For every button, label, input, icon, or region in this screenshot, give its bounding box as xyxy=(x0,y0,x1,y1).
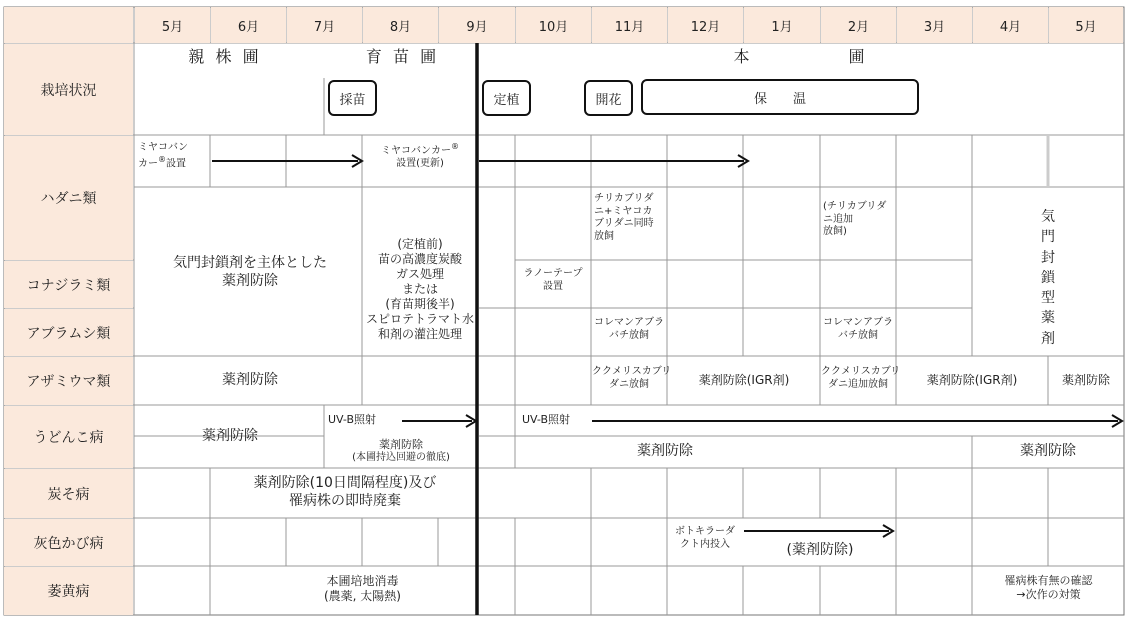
text-line: 設置 xyxy=(543,280,563,292)
text-line: 苗の高濃度炭酸 xyxy=(377,252,462,266)
registered-mark: ® xyxy=(451,142,459,151)
row-header-thrips: アザミウマ類 xyxy=(4,357,133,405)
month-header: 9月 xyxy=(439,7,515,43)
coleman-release-2 xyxy=(821,317,895,342)
text-line: ブリダニ同時 xyxy=(594,218,654,229)
month-header: 5月 xyxy=(135,7,210,43)
text-line: 和剤の灌注処理 xyxy=(377,327,462,341)
text-line: カー xyxy=(138,157,158,169)
gray-mold-spray: (薬剤防除) xyxy=(786,542,854,558)
month-header: 12月 xyxy=(668,7,743,43)
row-header-anthracnose: 炭そ病 xyxy=(4,469,133,518)
thrips-igr-spray-1: 薬剤防除(IGR剤) xyxy=(698,373,790,387)
text-line: 放飼) xyxy=(823,226,847,237)
row-header-mites: ハダニ類 xyxy=(4,136,133,260)
row-header-whitefly: コナジラミ類 xyxy=(4,261,133,308)
pm-spray-4: 薬剤防除 xyxy=(1020,443,1076,459)
thrips-spray: 薬剤防除 xyxy=(222,372,278,388)
kukumeris-release-1 xyxy=(592,366,672,391)
anthracnose-spray xyxy=(215,475,475,510)
row-header-powdery-mildew: うどんこ病 xyxy=(4,406,133,468)
text-line: 罹病株有無の確認 xyxy=(1004,574,1093,587)
seedling-nursery-label: 育 苗 圃 xyxy=(365,47,440,66)
text-line: ククメリスカブリ xyxy=(592,366,672,377)
text-line: ミヤコバン xyxy=(138,142,188,153)
text-line: 放飼 xyxy=(594,230,614,242)
ranoh-tape xyxy=(517,268,589,293)
text-line: ミヤコバンカー xyxy=(381,145,451,157)
text-line: 薬剤防除(10日間隔程度)及び xyxy=(253,475,437,491)
month-header: 11月 xyxy=(592,7,667,43)
text-line: (定植前) xyxy=(397,237,443,251)
text-line: または xyxy=(401,282,438,296)
text-line: 罹病株の即時廃棄 xyxy=(289,492,401,509)
month-header: 6月 xyxy=(211,7,286,43)
miyako-bunker-text-1 xyxy=(138,142,208,170)
row-header-aphid: アブラムシ類 xyxy=(4,309,133,356)
text-line: ダニ追加放飼 xyxy=(828,378,888,390)
stomata-type-vertical: 気門封鎖型薬剤 xyxy=(1041,209,1055,347)
month-header: 1月 xyxy=(744,7,820,43)
text-line: コレマンアブラ xyxy=(823,317,893,328)
co2-treatment xyxy=(364,237,476,342)
text-line: (チリカブリダ xyxy=(823,201,887,212)
kukumeris-release-2 xyxy=(821,366,901,391)
text-line: スピロテトラマト水 xyxy=(365,312,474,326)
row-header-fusarium-wilt: 萎黄病 xyxy=(4,567,133,615)
pm-spray-2 xyxy=(326,438,476,464)
uvb-irradiation-2: UV-B照射 xyxy=(522,413,571,426)
month-header: 8月 xyxy=(363,7,438,43)
text-line: (育苗期後半) xyxy=(385,297,455,311)
thrips-spray-end: 薬剤防除 xyxy=(1061,373,1110,387)
miyako-bunker-text-2 xyxy=(370,142,470,170)
month-header: 4月 xyxy=(973,7,1048,43)
month-header: 5月 xyxy=(1049,7,1123,43)
text-line: ガス処理 xyxy=(395,267,444,281)
text-line: クト内投入 xyxy=(680,538,730,550)
text-line: 設置(更新) xyxy=(396,157,444,169)
stage-box-saibyo: 採苗 xyxy=(328,80,377,116)
thrips-igr-spray-2: 薬剤防除(IGR剤) xyxy=(926,373,1018,387)
month-header: 3月 xyxy=(897,7,972,43)
stage-box-hoon: 保 温 xyxy=(641,79,919,115)
text-line: 本圃培地消毒 xyxy=(326,574,399,588)
stage-box-teishoku: 定植 xyxy=(482,80,531,116)
mother-nursery-label: 親 株 圃 xyxy=(188,47,262,66)
registered-mark: ® xyxy=(158,154,166,164)
text-line: (本圃持込回避の徹底) xyxy=(352,451,450,463)
chilika-release xyxy=(594,193,664,243)
uvb-irradiation-1: UV-B照射 xyxy=(328,413,377,426)
stage-box-kaika: 開花 xyxy=(584,80,633,116)
text-line: ボトキラーダ xyxy=(675,526,735,537)
month-header: 10月 xyxy=(516,7,591,43)
header-corner xyxy=(4,7,133,43)
row-header-cultivation: 栽培状況 xyxy=(4,44,133,135)
stomata-sealant-spray xyxy=(140,255,360,290)
text-line: 設置 xyxy=(166,157,186,169)
botkira-duct xyxy=(669,526,741,551)
text-line: ラノーテープ xyxy=(523,268,583,279)
pm-spray-1: 薬剤防除 xyxy=(202,428,258,444)
pm-spray-3: 薬剤防除 xyxy=(637,443,693,459)
text-line: バチ放飼 xyxy=(609,329,649,341)
text-line: チリカブリダ xyxy=(594,193,654,204)
text-line: (農薬, 太陽熱) xyxy=(324,589,401,603)
coleman-release-1 xyxy=(592,317,666,342)
text-line: 薬剤防除 xyxy=(222,272,278,289)
chilika-additional-release xyxy=(823,201,895,239)
text-line: ダニ放飼 xyxy=(609,378,649,390)
text-line: ニ+ミヤコカ xyxy=(594,205,653,217)
text-line: ニ追加 xyxy=(823,213,853,225)
month-header: 2月 xyxy=(821,7,896,43)
text-line: 薬剤防除 xyxy=(379,438,423,451)
text-line: 気門封鎖剤を主体とした xyxy=(173,255,327,271)
row-header-gray-mold: 灰色かび病 xyxy=(4,519,133,566)
main-field-label-2: 圃 xyxy=(848,47,868,66)
month-header: 7月 xyxy=(287,7,362,43)
text-line: →次作の対策 xyxy=(1016,587,1081,601)
text-line: ククメリスカブリ xyxy=(821,366,901,377)
soil-disinfection xyxy=(290,574,435,604)
diseased-plant-check xyxy=(976,574,1121,602)
text-line: コレマンアブラ xyxy=(594,317,664,328)
text-line: バチ放飼 xyxy=(838,329,878,341)
main-field-label-1: 本 xyxy=(733,47,753,66)
